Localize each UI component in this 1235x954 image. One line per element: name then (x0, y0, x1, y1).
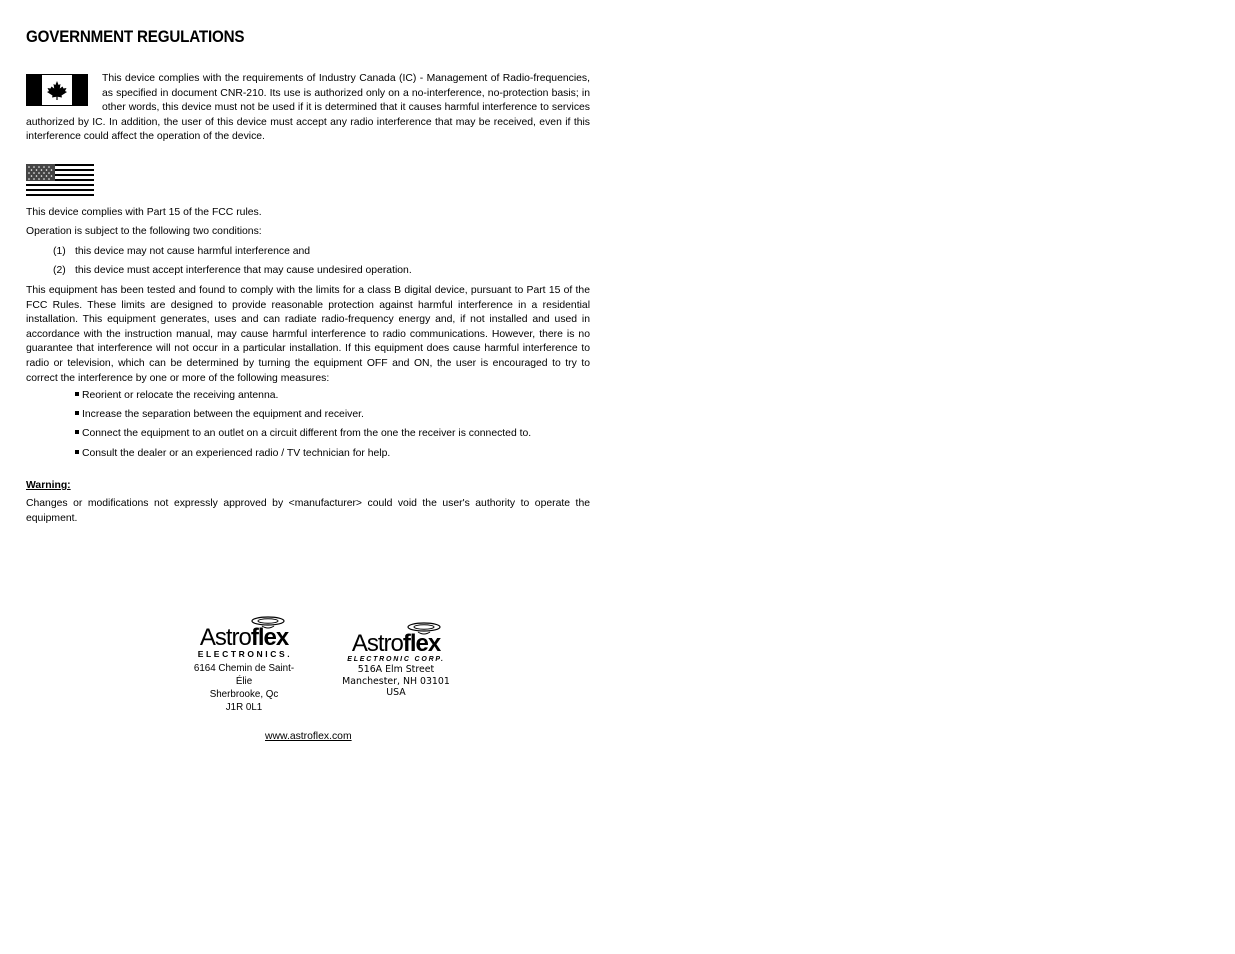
measure-text: Increase the separation between the equipment and receiver. (82, 409, 364, 420)
astroflex-electronics-logo (186, 616, 302, 714)
measure-item (75, 428, 531, 439)
address-line: Manchester, NH 03101 (342, 675, 450, 687)
warning-section (26, 497, 590, 526)
address-line: USA (386, 687, 406, 698)
condition-item (53, 246, 310, 257)
fcc-paragraph: This equipment has been tested and found to comply with the limits for a class B digital device, pursuant to Part 15 of the FCC Rules. These limits are designed to provide reasonable protection against harmful interference in a residential installation. This equipment generates, uses and can radiate radio-frequency energy and, if not installed and used in accordance with the instruction manual, may cause harmful interference to radio communications. However, there is no guarantee that interference will not occur in a particular installation. If this equipment does cause harmful interference to radio or television, which can be determined by turning the equipment OFF and ON, the user is encouraged to try to correct the interference by one or more of the following measures: (26, 285, 590, 384)
warning-text: Changes or modifications not expressly approved by <manufacturer> could void the user's authority to operate the equipment. (26, 498, 590, 524)
condition-number: (2) (53, 265, 66, 276)
canada-flag-icon (26, 74, 88, 106)
address-line: Sherbrooke, Qc (209, 689, 279, 700)
website-link[interactable]: www.astroflex.com (265, 731, 352, 742)
bullet-icon (75, 430, 79, 434)
astroflex-electronic-corp-logo (336, 622, 456, 699)
measure-text: Consult the dealer or an experienced radio / TV technician for help. (82, 448, 391, 459)
brand-wordmark: Astroflex (351, 630, 441, 657)
canada-section (26, 72, 590, 145)
measure-item (75, 390, 278, 401)
bullet-icon (75, 411, 79, 415)
measure-item (75, 409, 364, 420)
brand-tagline: ELECTRONICS. (197, 649, 293, 659)
brand-tagline: ELECTRONIC CORP. (347, 656, 445, 663)
measure-item (75, 448, 390, 459)
condition-number: (1) (53, 246, 66, 257)
fcc-line-1: This device complies with Part 15 of the FCC rules. (26, 207, 262, 218)
measure-text: Connect the equipment to an outlet on a circuit different from the one the receiver is connected to. (82, 428, 532, 439)
page-title: GOVERNMENT REGULATIONS (26, 28, 245, 46)
condition-text: this device must accept interference that may cause undesired operation. (75, 265, 412, 276)
address-line: J1R 0L1 (225, 702, 263, 713)
address-line: 516A Elm Street (357, 664, 435, 675)
usa-flag-icon (26, 164, 94, 197)
measure-text: Reorient or relocate the receiving antenna. (82, 390, 279, 401)
bullet-icon (75, 450, 79, 454)
condition-item (53, 265, 412, 276)
canada-compliance-text: This device complies with the requirements of Industry Canada (IC) - Management of Radio-frequencies, as specified in document CNR-210. Its use is authorized only on a no-interference, no-protection basis; in other words, this device must not be used if it is determined that it causes harmful interference to services authorized by IC. In addition, the user of this device must accept any radio interference that may be received, even if this interference could affect the operation of the device. (26, 73, 590, 143)
fcc-paragraph-section (26, 284, 590, 386)
fcc-line-2: Operation is subject to the following two conditions: (26, 226, 262, 237)
warning-title: Warning: (26, 480, 71, 491)
brand-wordmark: Astroflex (199, 624, 289, 651)
address-line: 6164 Chemin de Saint-Élie (193, 663, 295, 687)
condition-text: this device may not cause harmful interference and (75, 246, 311, 257)
bullet-icon (75, 392, 79, 396)
